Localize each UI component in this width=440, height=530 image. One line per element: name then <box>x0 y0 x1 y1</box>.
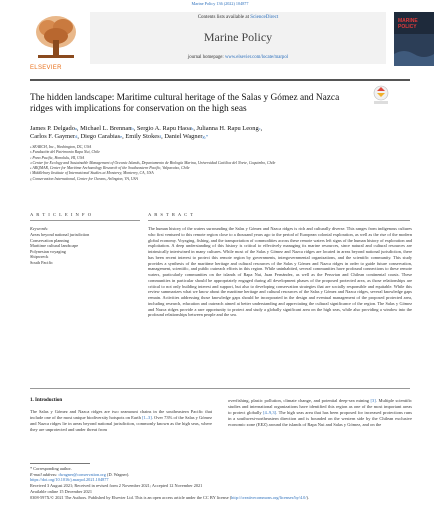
email-link[interactable]: dwagner@conservation.org <box>58 471 106 477</box>
author-name[interactable]: Carlos F. Gaymer <box>30 133 76 141</box>
doi-link[interactable]: https://doi.org/10.1016/j.marpol.2021.104877 <box>30 477 109 483</box>
author-name[interactable]: Diego Carabias <box>80 133 121 141</box>
publisher-name[interactable]: ELSEVIER <box>30 65 62 71</box>
keyword-item: South Pacific <box>30 259 54 265</box>
author-affil-sup[interactable]: g,* <box>202 134 209 140</box>
header-divider <box>30 79 410 81</box>
abstract-rule <box>148 220 410 221</box>
affiliation-item: $^g$ Conservation International, Center for Oceans, Arlington, VA, USA <box>30 176 138 181</box>
journal-banner <box>90 12 386 64</box>
journal-cover-image[interactable] <box>394 12 434 66</box>
affiliation-item: $^d$ Center for Ecology and Sustainable Management of Oceanic Islands, Departamento de Biología Marina, Universidad Católica del Norte, Coquimbo, Chile <box>30 160 276 165</box>
affiliation-item: $^c$ Pono Pacific, Honolulu, HI, USA <box>30 155 85 160</box>
author-affil-sup[interactable]: c <box>258 126 261 131</box>
journal-header <box>30 12 418 71</box>
corresponding-author-note: * Corresponding author. <box>30 466 72 471</box>
homepage-link[interactable]: www.elsevier.com/locate/marpol <box>224 55 289 60</box>
journal-homepage-line <box>90 55 386 60</box>
journal-citation[interactable]: Marine Policy 136 (2022) 104877 <box>191 1 249 6</box>
author-name[interactable]: Michael L. Brennan <box>80 125 132 132</box>
author-list <box>30 125 400 142</box>
journal-name[interactable]: Marine Policy <box>203 30 273 44</box>
introduction-column-right: overfishing, plastic pollution, climate change, and potential deep-sea mining [3]. Multiple scientific studies and international organizations have identified this region as one of the most important areas to protect globally [4–9,3]. The high seas area that has been proposed for increased protections runs in a southwest-northeastern direction and is bounded on the western side by the Chilean exclusive economic zone (EEZ) around the islands of Rapa Nui and Salas y Gómez, and on the <box>228 398 413 428</box>
author-line-2: Carlos F. Gaymer$^d$, Diego Carabias$^e$, Emily Stokes$^f$, Daniel Wagner$^{g,*}$ <box>30 133 209 141</box>
article-info-heading: A R T I C L E I N F O <box>30 212 93 217</box>
article-info-rule <box>30 220 140 221</box>
keyword-item: Polynesian voyaging <box>30 248 66 254</box>
check-for-updates-icon[interactable] <box>370 84 392 106</box>
received-dates: Received 3 August 2021; Received in revised form 2 November 2021; Accepted 12 November 2021 <box>30 483 203 489</box>
introduction-column-left: The Salas y Gómez and Nazca ridges are two seamount chains in the southeastern Pacific that include one of the most unique biodiversity hotspots on Earth [1–3]. Over 73% of the Salas y Gómez and Nazca ridges lie in areas beyond national jurisdiction, commonly known as the high seas, where they are unprotected and under threat from <box>30 409 213 433</box>
author-name[interactable]: Daniel Wagner <box>164 133 203 141</box>
affiliation-list <box>30 145 410 182</box>
abstract-end-rule <box>30 388 410 389</box>
footnotes <box>30 466 410 500</box>
contents-line <box>90 15 386 20</box>
keyword-list <box>30 232 140 266</box>
homepage-prefix: journal homepage: <box>187 55 224 60</box>
abstract-body: The human history of the waters surrounding the Salas y Gómez and Nazca ridges is rich and culturally diverse. This ranges from indigenous cultures who first ventured to this remote region close to a thousand years ago to the period of European colonial exploration, as well as the rise of the modern global economy. Voyaging, fishing, and the transportation of commodities across these remote waters left signs of the human history of exploration and exploitation. A deep understanding of this history is critical to effectively managing its marine resources, since natural and cultural resources are intrinsically intertwined in many cultures. While most of the Salas y Gómez and Nazca ridges are located in areas beyond national jurisdiction, there has been recent interest to protect this remote region by governments, intergovernmental organizations, and the scientific community. This study provides a synthesis of the maritime heritage and cultural resources of the Salas y Gómez and Nazca ridges in order to guide future conservation, management, scientific, and public outreach efforts in this region. While uninhabited, several communities have profound connections to these remote waters, particularly communities on the islands of Rapa Nui, Juan Fernández, as well as the Peruvian and Chilean continental coasts. These communities in particular should be appropriately engaged during all development phases of the proposed protected area, as those relationships are critical to not only building interest and support, but also to developing conservation strategies that are socially responsible and equitable. While this review summarizes what we know about the maritime heritage and cultural resources of the Salas y Gómez and Nazca ridges, several knowledge gaps remain. Activities addressing those knowledge gaps should be incorporated in the design and eventual management of the proposed protected area, including research, education and outreach aimed at better understanding and appreciating the cultural significance of the region. The Salas y Gómez and Nazca ridges provide a rare opportunity to protect and study a globally significant area on the high seas, while also providing a window into the profound relationships between people and the sea. <box>148 226 412 318</box>
abstract-heading: A B S T R A C T <box>148 212 195 217</box>
author-affil-sup[interactable]: b <box>131 126 134 131</box>
author-name[interactable]: Emily Stokes <box>125 133 160 141</box>
author-line-1: James P. Delgado$^a$, Michael L. Brennan$^b$, Sergio A. Rapu Haoa$^b$, Julianna H. Rapu Leong$^c$, <box>30 125 263 132</box>
keyword-item: Areas beyond national jurisdiction <box>30 232 90 237</box>
citation-link[interactable]: [3] <box>370 398 376 403</box>
author-affil-sup[interactable]: f <box>159 134 162 140</box>
contents-prefix: Contents lists available at <box>197 15 249 20</box>
email-line: E-mail address: dwagner@conservation.org (D. Wagner). <box>30 471 130 477</box>
author-affil-sup[interactable]: d <box>75 134 78 140</box>
affiliation-item: $^f$ Middlebury Institute of International Studies at Monterey, Monterey, CA, USA <box>30 171 154 176</box>
author-affil-sup[interactable]: e <box>120 134 123 140</box>
article-title: The hidden landscape: Maritime cultural heritage of the Salas y Gómez and Nazca ridges with implications for conservation on the high seas <box>30 93 340 114</box>
author-affil-sup[interactable]: a <box>74 126 77 131</box>
sciencedirect-link[interactable]: ScienceDirect <box>250 15 279 20</box>
affiliation-item: $^b$ Fundación del Patrimonio Rapa Nui, Chile <box>30 150 100 155</box>
citation-link[interactable]: [4–9,3] <box>263 410 277 416</box>
author-name[interactable]: Julianna H. Rapu Leong <box>196 125 259 132</box>
author-name[interactable]: Sergio A. Rapu Haoa <box>136 125 192 132</box>
footnote-divider <box>30 463 90 464</box>
keyword-item: Conservation planning <box>30 237 70 243</box>
affiliation-item: $^a$ SEARCH, Inc., Washington, DC, USA <box>30 145 92 149</box>
elsevier-tree-logo <box>30 12 82 64</box>
cover-title: MARINE POLICY <box>398 18 418 30</box>
affiliation-item: $^e$ ARQMAR, Center for Maritime Archaeology Research of the Southeastern Pacific, Valparaíso, Chile <box>30 166 190 171</box>
available-online: Available online 15 December 2021 <box>30 488 92 494</box>
citation-link[interactable]: [1–3] <box>142 415 152 421</box>
keywords-label: Keywords: <box>30 226 49 231</box>
introduction-heading: 1. Introduction <box>30 398 63 403</box>
author-name[interactable]: James P. Delgado <box>30 125 75 132</box>
author-affil-sup[interactable]: b <box>191 126 194 131</box>
keyword-item: Maritime cultural landscape <box>30 243 79 249</box>
license-link[interactable]: http://creativecommons.org/licenses/by/4.0/ <box>231 494 307 500</box>
license-line: 0308-597X/© 2021 The Authors. Published by Elsevier Ltd. This is an open access article under the CC BY license (http://creativecommons.org/licenses/by/4.0/). <box>30 494 310 500</box>
keyword-item: Shipwreck <box>30 254 49 260</box>
